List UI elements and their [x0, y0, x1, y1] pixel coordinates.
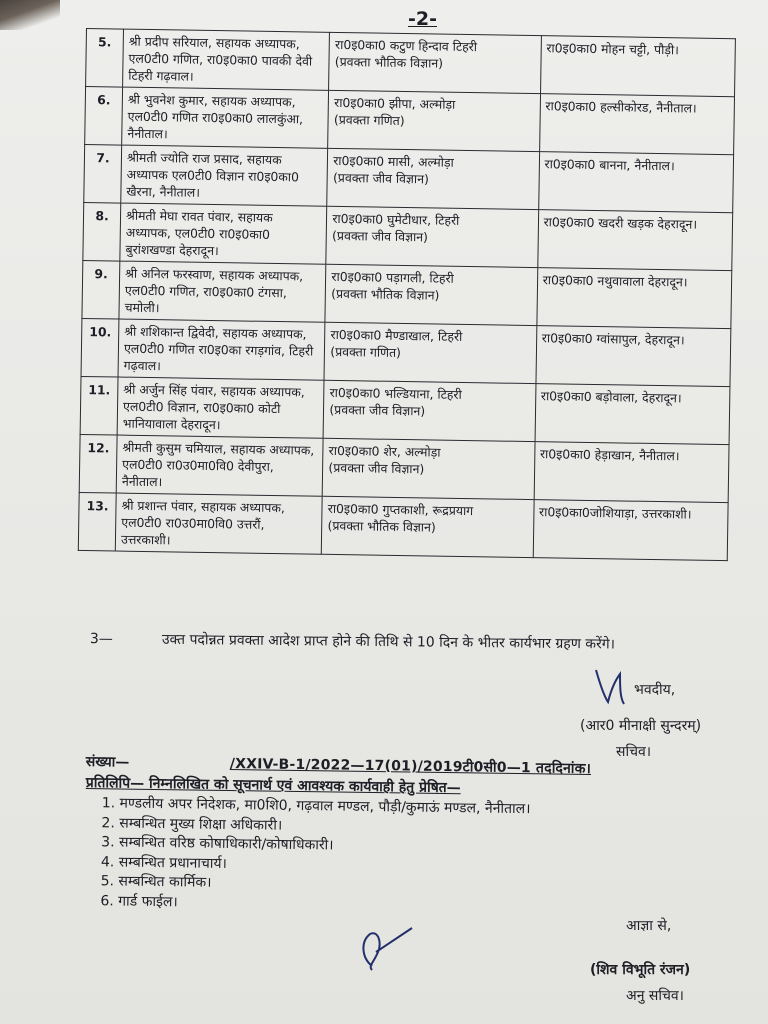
signatory-name: (आर0 मीनाक्षी सुन्दरम्)	[580, 718, 702, 734]
serial-number: 11.	[80, 376, 118, 435]
table-row	[83, 202, 733, 270]
table-row	[80, 376, 730, 444]
table-row	[85, 87, 735, 155]
copy-to-list	[84, 794, 726, 920]
promoted-school-cell	[322, 496, 534, 557]
promoted-school: रा0इ0का0 कटुण हिन्दाव टिहरी	[335, 36, 478, 55]
paragraph-text: उक्त पदोन्नत प्रवक्ता आदेश प्राप्त होने की तिथि से 10 दिन के भीतर कार्यभार ग्रहण करेंगे।	[161, 631, 616, 653]
posting-school: रा0इ0का0 खदरी खड़क देहरादून।	[537, 210, 732, 271]
promoted-school-cell	[329, 32, 541, 93]
reference-number: /XXIV-B-1/2022—17(01)/2019टी0सी0—1 तददिनांक।	[229, 756, 592, 778]
by-order-text: आज्ञा से,	[626, 918, 672, 934]
table-row	[84, 144, 734, 212]
serial-number: 12.	[79, 434, 117, 493]
list-item: 6. गार्ड फाईल।	[118, 892, 724, 920]
posting-school: रा0इ0का0 बानना, नैनीताल।	[538, 152, 733, 213]
table-row	[86, 29, 736, 97]
serial-number: 10.	[81, 318, 119, 377]
table-row	[81, 318, 731, 386]
promoted-school-cell	[326, 206, 538, 267]
list-item: 5. सम्बन्धित कार्मिक।	[118, 872, 724, 900]
serial-number: 5.	[86, 29, 124, 88]
lecturer-subject: (प्रवक्ता जीव विज्ञान)	[328, 459, 425, 477]
signatory-name: (शिव विभूति रंजन)	[590, 962, 691, 978]
table-row	[79, 434, 729, 502]
promoted-school: रा0इ0का0 भल्डियाना, टिहरी	[329, 384, 462, 402]
posting-school: रा0इ0का0 ग्वांसापुल, देहरादून।	[536, 326, 731, 387]
closing-text: भवदीय,	[634, 682, 676, 698]
signatory-designation: अनु सचिव।	[626, 988, 684, 1004]
promoted-school-cell	[325, 264, 537, 325]
list-item: 3. सम्बन्धित वरिष्ठ कोषाधिकारी/कोषाधिकारी।	[119, 833, 725, 861]
promoted-school: रा0इ0का0 पड़ागली, टिहरी	[331, 268, 454, 286]
serial-number: 9.	[82, 260, 120, 319]
signature-scribble-icon	[590, 666, 640, 710]
teacher-details: श्री शशिकान्त द्विवेदी, सहायक अध्यापक, एल0टी0 गणित रा0इ0का रगड़गांव, टिहरी गढ़वाल।	[118, 319, 325, 380]
lecturer-subject: (प्रवक्ता भौतिक विज्ञान)	[327, 517, 436, 535]
teacher-details: श्रीमती मेघा रावत पंवार, सहायक अध्यापक, एल0टी0 रा0इ0का0 बुरांशखण्डा देहरादून।	[120, 203, 327, 264]
teacher-details: श्री अनिल फरस्वाण, सहायक अध्यापक, एल0टी0 गणित, रा0इ0का0 टंगसा, चमोली।	[119, 261, 326, 322]
page-shadow	[0, 0, 60, 30]
promoted-school-cell	[324, 322, 536, 383]
promoted-school-cell	[323, 380, 535, 441]
signatory-designation: सचिव।	[616, 744, 652, 760]
serial-number: 7.	[84, 144, 122, 203]
copy-to-intro: प्रतिलिपि— निम्नलिखित को सूचनार्थ एवं आवश्यक कार्यवाही हेतु प्रेषित—	[85, 774, 461, 797]
promoted-school-cell	[328, 90, 540, 151]
promoted-school-cell	[323, 438, 535, 499]
promoted-school: रा0इ0का0 गुप्तकाशी, रूद्रप्रयाग	[327, 500, 474, 519]
lecturer-subject: (प्रवक्ता जीव विज्ञान)	[332, 169, 429, 187]
posting-school: रा0इ0का0 हल्सीकोरड, नैनीताल।	[539, 94, 734, 155]
list-item: 4. सम्बन्धित प्रधानाचार्य।	[119, 853, 725, 881]
teacher-details: श्री अर्जुन सिंह पंवार, सहायक अध्यापक, एल0टी0 विज्ञान, रा0इ0का0 कोटी भानियावाला देहरादून।	[117, 377, 324, 438]
teacher-details: श्री भुवनेश कुमार, सहायक अध्यापक, एल0टी0 गणित रा0इ0का0 लालकुंआ, नैनीताल।	[122, 87, 329, 148]
teacher-details: श्रीमती ज्योति राज प्रसाद, सहायक अध्यापक एल0टी0 विज्ञान रा0इ0का0 खैरना, नैनीताल।	[121, 145, 328, 206]
promoted-school: रा0इ0का0 झीपा, अल्मोड़ा	[334, 94, 456, 112]
posting-school: रा0इ0का0 नथुवावाला देहरादून।	[537, 268, 732, 329]
lecturer-subject: (प्रवक्ता जीव विज्ञान)	[329, 401, 426, 419]
posting-school: रा0इ0का0 बड़ोवाला, देहरादून।	[535, 384, 730, 445]
lecturer-subject: (प्रवक्ता गणित)	[333, 111, 405, 129]
teacher-details: श्री प्रदीप सरियाल, सहायक अध्यापक, एल0टी0 गणित, रा0इ0का0 पावकी देवी टिहरी गढ़वाल।	[123, 29, 330, 90]
paragraph-number: 3—	[89, 630, 113, 648]
lecturer-subject: (प्रवक्ता भौतिक विज्ञान)	[334, 53, 444, 71]
promoted-school-cell	[327, 148, 539, 209]
page-number: -2-	[408, 8, 437, 30]
teacher-details: श्रीमती कुसुम चमियाल, सहायक अध्यापक, एल0टी0 रा0उ0मा0वि0 देवीपुरा, नैनीताल।	[116, 435, 323, 496]
promoted-school: रा0इ0का0 मैण्डाखाल, टिहरी	[330, 326, 463, 344]
copy-to-section	[84, 773, 726, 920]
promotion-table	[77, 28, 736, 638]
posting-school: रा0इ0का0 मोहन चट्टी, पौड़ी।	[540, 36, 735, 97]
promoted-school: रा0इ0का0 मासी, अल्मोड़ा	[333, 152, 454, 170]
teacher-details: श्री प्रशान्त पंवार, सहायक अध्यापक, एल0टी0 रा0उ0मा0वि0 उत्तरौं, उत्तरकाशी।	[115, 493, 322, 554]
serial-number: 13.	[78, 492, 116, 551]
list-item: 2. सम्बन्धित मुख्य शिक्षा अधिकारी।	[119, 814, 725, 842]
promoted-school: रा0इ0का0 घुमेटीधार, टिहरी	[332, 210, 460, 228]
serial-number: 8.	[83, 202, 121, 261]
lecturer-subject: (प्रवक्ता जीव विज्ञान)	[332, 227, 429, 245]
table-row	[78, 492, 728, 560]
promoted-school: रा0इ0का0 शेर, अल्मोड़ा	[328, 442, 441, 460]
list-item: 1. मण्डलीय अपर निदेशक, मा0शि0, गढ़वाल मण्डल, पौड़ी/कुमाऊं मण्डल, नैनीताल।	[119, 794, 725, 822]
lecturer-subject: (प्रवक्ता गणित)	[330, 343, 402, 360]
serial-number: 6.	[85, 87, 123, 146]
lecturer-subject: (प्रवक्ता भौतिक विज्ञान)	[331, 285, 440, 303]
initial-signature-icon	[352, 922, 422, 972]
posting-school: रा0इ0का0जोशियाड़ा, उत्तरकाशी।	[533, 500, 728, 561]
posting-school: रा0इ0का0 हेड़ाखान, नैनीताल।	[534, 442, 729, 503]
table-row	[82, 260, 732, 328]
reference-label: संख्या—	[85, 753, 130, 771]
